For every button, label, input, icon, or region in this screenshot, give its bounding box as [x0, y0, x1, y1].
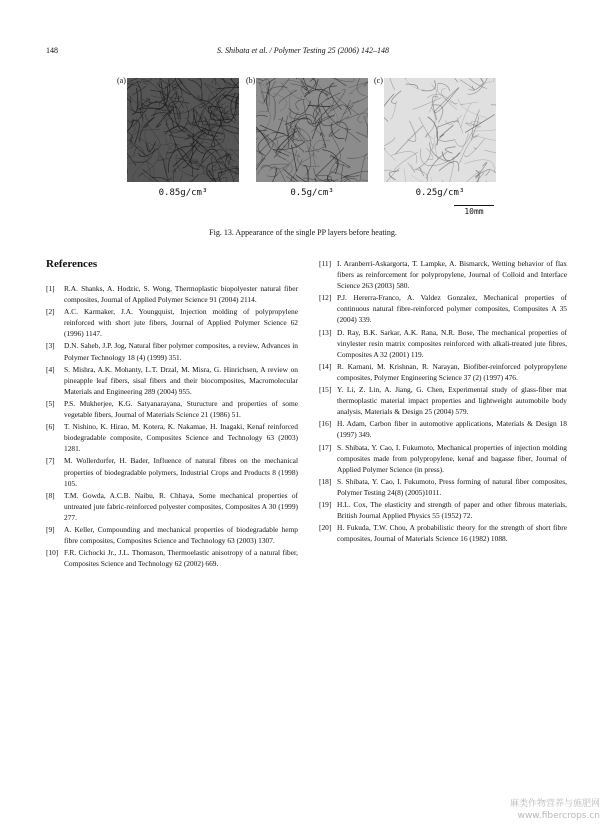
reference-number: [16] [319, 419, 332, 429]
density-label: 0.25g/cm³ [415, 188, 465, 198]
scale-bar-label: 10mm [464, 207, 484, 216]
reference-item [46, 340, 298, 362]
reference-item [319, 361, 567, 383]
running-header [46, 46, 560, 58]
reference-text: T. Nishino, K. Hirao, M. Kotera, K. Nakamae, H. Inagaki, Kenaf reinforced biodegradable composite, Composites Science and Technology 63 (2003) 1281. [64, 422, 298, 454]
reference-number: [19] [319, 499, 332, 509]
panel-tag: (c) [374, 76, 383, 85]
reference-number: [11] [319, 259, 332, 268]
reference-number: [13] [319, 327, 332, 337]
panel-tag: (a) [117, 76, 126, 85]
reference-text: H. Fukuda, T.W. Chou, A probabilistic theory for the strength of short fibre composites, Journal of Materials Science 16 (1982) 1088. [337, 523, 567, 544]
reference-number: [20] [319, 523, 332, 533]
reference-text: A.C. Karmaker, J.A. Youngquist, Injection molding of polypropylene reinforced with short jute fibers, Journal of Applied Polymer Science 62 (1996) 1147. [64, 307, 298, 339]
reference-text: I. Aranberri-Askargorta, T. Lampke, A. Bismarck, Wetting behavior of flax fibers as reinforcement for polypropylene, Journal of Colloid and Interface Science 263 (2003) 580. [337, 259, 567, 291]
watermark-line-1: 麻类作物营养与施肥网 [509, 799, 600, 809]
reference-item [319, 327, 567, 360]
density-label: 0.5g/cm³ [290, 188, 334, 198]
reference-number: [17] [319, 442, 332, 452]
reference-item [46, 547, 298, 569]
references-heading: References [46, 258, 98, 270]
reference-text: P.S. Mukherjee, K.G. Satyanarayana, Sturucture and properties of some vegetable fibers, Journal of Materials Science 21 (1986) 51. [64, 398, 298, 420]
fiber-mat-image [384, 78, 496, 182]
reference-text: H. Adam, Carbon fiber in automotive applications, Materials & Design 18 (1997) 349. [337, 419, 567, 440]
reference-number: [6] [46, 422, 55, 432]
reference-text: R. Karnani, M. Krishnan, R. Narayan, Biofiber-reinforced polypropylene composites, Polymer Engineering Science 37 (2) (1997) 476. [337, 361, 567, 382]
running-head: S. Shibata et al. / Polymer Testing 25 (2006) 142–148 [217, 46, 389, 55]
reference-text: H.L. Cox, The elasticity and strength of paper and other fibrous materials, British Journal Applied Physics 55 (1952) 72. [337, 499, 567, 521]
reference-item [46, 364, 298, 397]
reference-text: S. Shibata, Y. Cao, I. Fukumoto, Mechanical properties of injection molding composites made from polypropylene, kenaf and bagasse fiber, Journal of Applied Polymer Science (in press). [337, 442, 567, 474]
reference-number: [3] [46, 341, 55, 351]
reference-number: [5] [46, 398, 55, 408]
reference-number: [7] [46, 456, 55, 466]
reference-text: T.M. Gowda, A.C.B. Naibu, R. Chhaya, Some mechanical properties of untreated jute fabric-reinforced polyester composites, Composites A 30 (1999) 277. [64, 490, 298, 522]
reference-text: M. Wollerdorfer, H. Bader, Influence of natural fibres on the mechanical properties of biodegradable polymers, Industrial Crops and Products 8 (1998) 105. [64, 456, 298, 488]
reference-item [46, 524, 298, 546]
reference-item [319, 442, 567, 475]
fiber-mat-image [127, 78, 239, 182]
reference-text: Y. Li, Z. Lin, A. Jiang, G. Chen, Experimental study of glass-fiber mat thermoplastic material impact properties and lightweight automobile body analysis, Materials & Design 25 (2004) 579. [337, 385, 567, 417]
reference-number: [4] [46, 364, 55, 374]
reference-item [46, 306, 298, 339]
reference-number: [18] [319, 476, 332, 486]
references-left-column [46, 283, 298, 570]
reference-item [46, 398, 298, 420]
reference-item [319, 418, 567, 440]
scale-bar [454, 205, 494, 216]
reference-item [46, 421, 298, 454]
reference-number: [15] [319, 385, 332, 395]
reference-number: [1] [46, 284, 55, 293]
reference-item [46, 283, 298, 305]
references-right-column [319, 258, 567, 545]
reference-item [319, 384, 567, 417]
reference-item [46, 490, 298, 523]
reference-number: [12] [319, 293, 332, 303]
reference-number: [8] [46, 490, 55, 500]
reference-number: [2] [46, 307, 55, 317]
reference-number: [10] [46, 548, 59, 558]
page-number: 148 [46, 46, 58, 55]
reference-number: [14] [319, 361, 332, 371]
reference-text: P.J. Hererra-Franco, A. Valdez Gonzalez, Mechanical properties of continuous natural fibre-reinforced polymer composites, Composites A 35 (2004) 339. [337, 293, 567, 325]
fiber-mat-image [256, 78, 368, 182]
reference-text: A. Keller, Compounding and mechanical properties of biodegradable hemp fibre composites, Composites Science and Technology 63 (2003) 1307. [64, 524, 298, 546]
reference-item [46, 455, 298, 488]
watermark [510, 798, 600, 822]
figure-caption: Fig. 13. Appearance of the single PP layers before heating. [209, 228, 397, 237]
reference-text: S. Mishra, A.K. Mohanty, L.T. Drzal, M. Misra, G. Hinrichsen, A review on pineapple leaf fibers, sisal fibers and their biocomposites, Macromolecular Materials and Engineering 289 (2004) 955. [64, 364, 298, 396]
reference-text: F.R. Cichocki Jr., J.L. Thomason, Thermoelastic anisotropy of a natural fiber, Composites Science and Technology 62 (2002) 669. [64, 548, 298, 569]
density-label: 0.85g/cm³ [158, 188, 208, 198]
reference-text: D.N. Saheb, J.P. Jog, Natural fiber polymer composites, a review, Advances in Polymer Technology 18 (4) (1999) 351. [64, 341, 298, 362]
reference-text: S. Shibata, Y. Cao, I. Fukumoto, Press forming of natural fiber composites, Polymer Testing 24(8) (2005)1011. [337, 476, 567, 497]
panel-tag: (b) [246, 76, 256, 85]
watermark-line-2: www.fibercrops.cn [517, 811, 600, 821]
reference-item [319, 499, 567, 521]
reference-item [319, 292, 567, 325]
scale-bar-line [454, 205, 494, 206]
reference-item [319, 258, 567, 291]
reference-item [319, 522, 567, 544]
reference-item [319, 476, 567, 498]
reference-text: D. Ray, B.K. Sarkar, A.K. Rana, N.R. Bose, The mechanical properties of vinylester resin matrix composites reinforced with alkali-treated jute fibres, Composites A 32 (2001) 119. [337, 327, 567, 359]
reference-number: [9] [46, 524, 55, 534]
reference-text: R.A. Shanks, A. Hodzic, S. Wong, Thermoplastic biopolyester natural fiber composites, Journal of Applied Polymer Science 91 (2004) 2114. [64, 284, 298, 305]
